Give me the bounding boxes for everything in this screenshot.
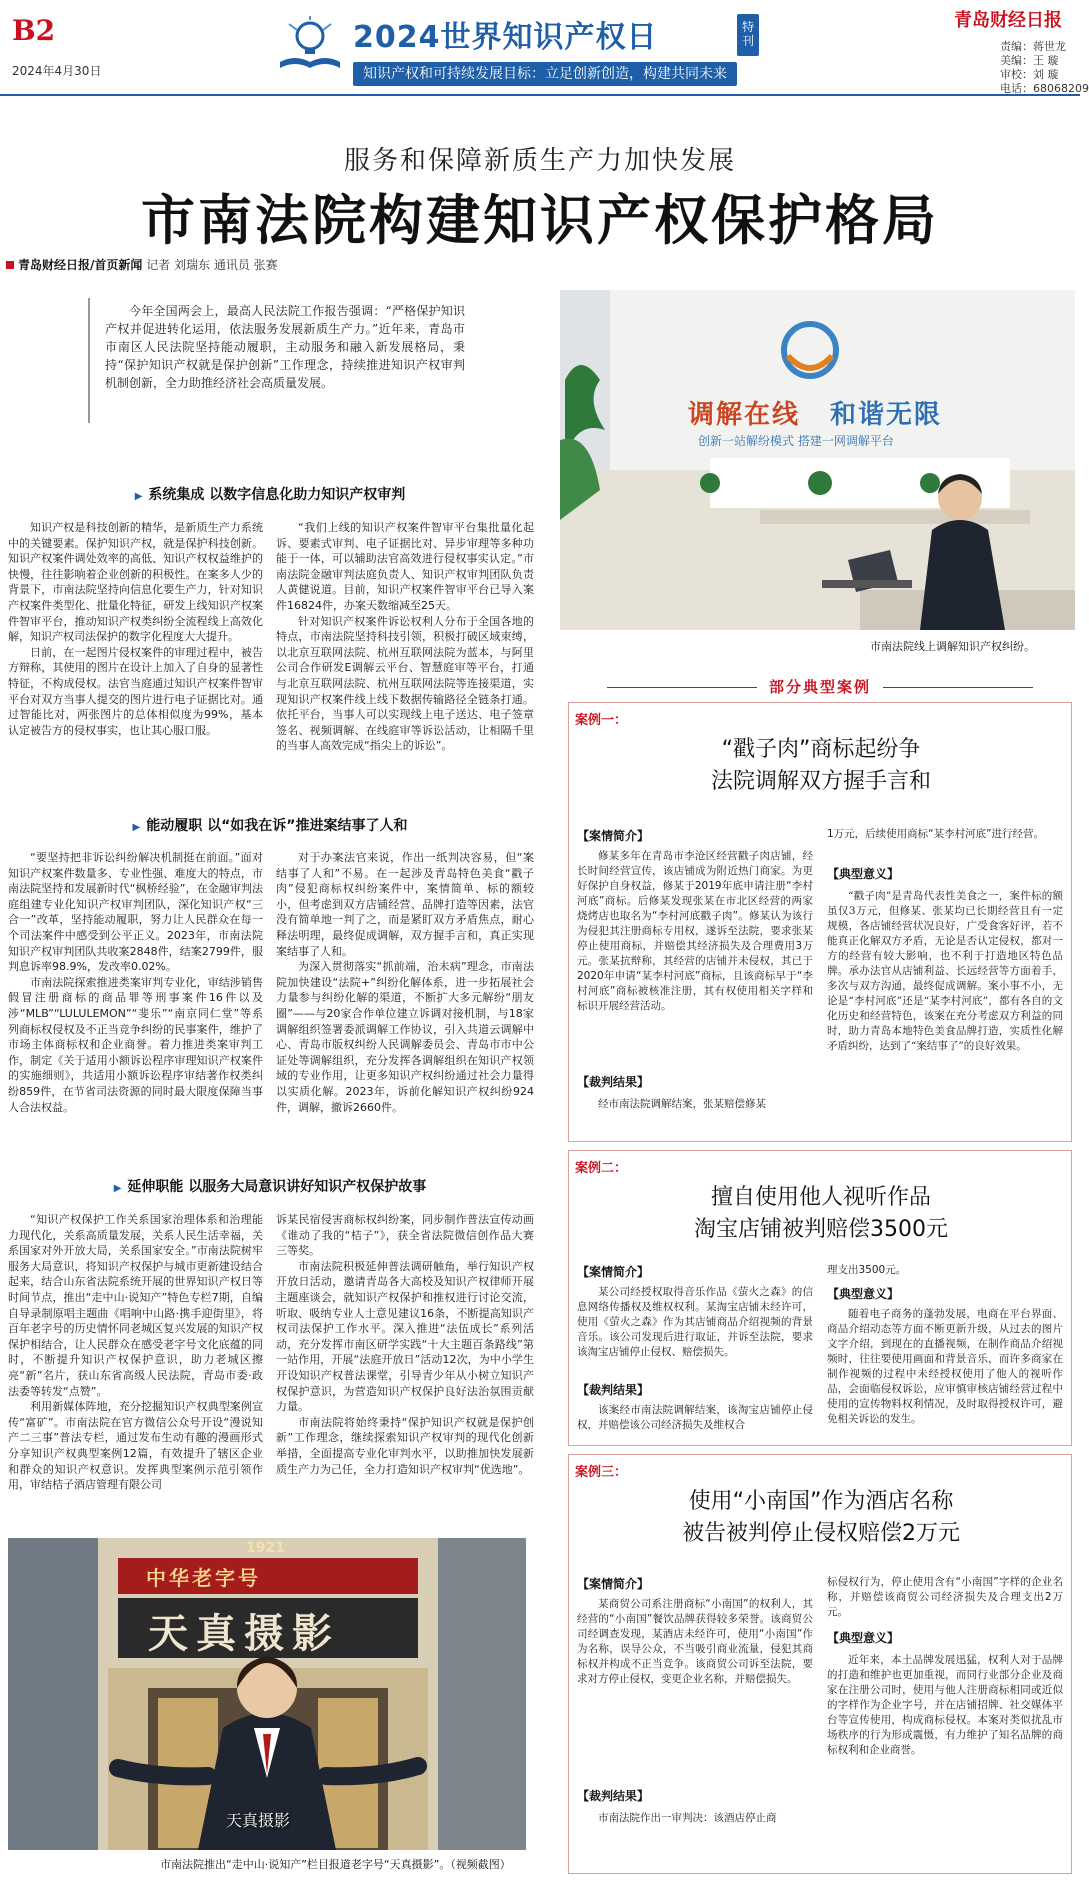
case-brief — [577, 849, 813, 1069]
paragraph: 知识产权是科技创新的精华，是新质生产力系统中的关键要素。保护知识产权，就是保护科技创新。知识产权案件调处效率的高低、知识产权权益维护的快慢，往往影响着企业创新的积极性。在案多人少的背景下，市南法院坚持向信息化要生产力，针对知识产权案件类型化、批量化特征，研发上线知识产权案件智审平台，推动知识产权类纠纷全流程线上高效化解，知识产权司法保护的数字化程度大大提升。 — [8, 521, 263, 644]
case-title: 擅自使用他人视听作品 — [710, 1185, 931, 1210]
case-title: 被告被判停止侵权赔偿2万元 — [682, 1521, 960, 1546]
paragraph: 市南法院积极延伸普法调研触角，举行知识产权开放日活动，邀请青岛各大高校及知识产权律师开展主题座谈会，就知识产权保护和推权进行讨论交流，听取、吸纳专业人士意见建议16条，不断提高知识产权司法保护工作水平。深入推进“法伍成长”系列活动，充分发挥市南区研学实践“十大主题百条路线”第一站作用，开展“法庭开放日”活动12次，为中小学生开设知识产权普法课堂，引导青少年从小树立知识产权保护意识，为营造知识产权保护良好法治氛围贡献力量。 — [276, 1259, 534, 1414]
article-title: 市南法院构建知识产权保护格局 — [141, 188, 939, 252]
case-verdict-cont — [827, 827, 1063, 859]
paragraph: 理支出3500元。 — [827, 1264, 907, 1276]
paragraph: 修某多年在青岛市李沧区经营戳子肉店铺，经长时间经营宣传，该店铺成为附近热门商家。为更好保护自身权益，修某于2019年底申请注册“李村河底”商标。后修某发现张某在市北区经营的两家烧烤店也取名为“李村河底戳子肉”。修某认为该行为侵犯其注册商标专用权，遂诉至法院，要求张某停止使用商标，并赔偿其经济损失及合理费用3万元。张某抗辩称，其经营的店铺并未侵权，其已于2020年申请“某李村河底”商标，且该商标早于“李村河底”商标被核准注册，其有权使用相关字样和标识开展经营活动。 — [577, 850, 813, 1012]
case-title: 法院调解双方握手言和 — [710, 769, 931, 794]
case-brief — [577, 1597, 813, 1779]
case-brief-heading: 【案情简介】 — [577, 1265, 650, 1279]
banner-text-online: 调解在线 — [688, 400, 801, 430]
case-verdict-heading: 【裁判结果】 — [577, 1075, 650, 1089]
street-scene-illustration — [8, 1538, 526, 1850]
case-title: 淘宝店铺被判赔偿3500元 — [694, 1217, 948, 1242]
byline-source: 青岛财经日报/首页新闻 — [18, 258, 143, 272]
section-heading — [0, 1176, 540, 1196]
case-3-box — [568, 1454, 1072, 1874]
page-date: 2024年4月30日 — [12, 64, 102, 78]
text-column — [8, 850, 263, 1140]
paragraph: “我们上线的知识产权案件智审平台集批量化起诉、要素式审判、电子证据比对、异步审理等多种功能于一体，可以辅助法官高效进行侵权事实认定。”市南法院金融审判法庭负责人、知识产权审判团队负责人黄健说道。目前，知识产权案件智审平台已导入案件16824件，办案天数缩减至25天。 — [276, 521, 534, 612]
case-label: 案例三： — [575, 1465, 628, 1480]
paragraph: 针对知识产权案件诉讼权利人分布于全国各地的特点，市南法院坚持科技引领，积极打破区域束缚，以北京互联网法院、杭州互联网法院为蓝本，与阿里公司合作研发E调解云平台、智慧庭审等平台，打通与北京互联网法院、杭州互联网法院等连接渠道，实现知识产权案件线上线下数据传输路径全链条打通。依托平台，当事人可以实现线上电子送达、电子签章签名、视频调解、在线庭审等诉讼活动，让相隔千里的当事人高效完成“指尖上的诉讼”。 — [276, 614, 534, 753]
editor-line: 责编：蒋世龙 — [1000, 40, 1066, 53]
case-verdict-heading: 【裁判结果】 — [577, 1789, 650, 1803]
office-scene-illustration — [560, 290, 1075, 630]
special-issue-banner — [275, 6, 795, 90]
paragraph: 经市南法院调解结案，张某赔偿修某 — [598, 1098, 766, 1110]
paragraph: 对于办案法官来说，作出一纸判决容易，但“案结事了人和”不易。在一起涉及青岛特色美食“戳子肉”侵犯商标权纠纷案件中，案情简单、标的额较小，但考虑到双方店铺经营、品牌打造等因素，法官没有简单地一判了之，而是紧盯双方矛盾焦点，耐心释法明理，最终促成调解，双方握手言和，真正实现案结事了人和。 — [276, 851, 534, 958]
photo-online-mediation — [560, 290, 1075, 630]
triangle-icon: ▶ — [134, 491, 143, 502]
case-meaning — [827, 889, 1063, 1135]
case-meaning-heading: 【典型意义】 — [827, 1287, 900, 1301]
case-1-box — [568, 702, 1072, 1142]
case-brief — [577, 1285, 813, 1377]
paragraph: 市南法院作出一审判决：该酒店停止商 — [598, 1812, 777, 1824]
page-header — [0, 0, 1089, 96]
paragraph: 市南法院将始终秉持“保护知识产权就是保护创新”工作理念，继续探索知识产权审判的现代化创新举措，全面提高专业化审判水平，以助推加快发展新质生产力为己任，全力打造知识产权审判“优选地”。 — [276, 1415, 534, 1476]
paragraph: 日前，在一起图片侵权案件的审理过程中，被告方辩称，其使用的图片在设计上加入了自身的显著性特征，不构成侵权。法官当庭通过知识产权案件智审平台对双方当事人提交的图片进行电子证据比对。通过智能比对，两张图片的总体相似度为99%，基本认定被告方的侵权事实，也让其心服口服。 — [8, 645, 263, 737]
case-verdict-heading: 【裁判结果】 — [577, 1383, 650, 1397]
banner-tag: 特刊 — [737, 14, 759, 56]
editor-line: 美编：王 璇 — [1000, 54, 1059, 67]
shop-sign: 天真摄影 — [148, 1611, 340, 1657]
byline — [6, 256, 278, 273]
triangle-icon: ▶ — [132, 822, 141, 833]
triangle-icon: ▶ — [113, 1183, 122, 1194]
text-column — [276, 1212, 534, 1530]
editor-info — [1000, 40, 1089, 96]
photo-caption: 市南法院线上调解知识产权纠纷。 — [870, 640, 1035, 653]
paragraph: 随着电子商务的蓬勃发展，电商在平台界面、商品介绍动态等方面不断更新升级，从过去的图片文字介绍，到现在的直播视频，在制作商品介绍视频时，往往要使用画面和背景音乐，而许多商家在制作视频的过程中未经授权使用了他人的视听作品，会面临侵权诉讼，应审慎审核店铺经营过程中使用的宣传物料权利情况，及时取得授权许可，避免相关诉讼的发生。 — [827, 1308, 1063, 1425]
text-column — [8, 520, 263, 778]
case-label: 案例一： — [575, 713, 628, 728]
case-brief-heading: 【案情简介】 — [577, 829, 650, 843]
case-verdict-cont — [827, 1263, 1063, 1281]
banner-text-sub: 创新一站解纷模式 搭建一网调解平台 — [698, 434, 894, 448]
paragraph: “知识产权保护工作关系国家治理体系和治理能力现代化，关系高质量发展，关系人民生活幸福，关系国家对外开放大局，关系国家安全。”市南法院树牢服务大局意识，将知识产权保护与城市更新建设结合起来，结合山东省法院系统开展的世界知识产权日等时间节点，推出“走中山·说知产”特色专栏7期，自编自导录制原唱主题曲《唱响中山路·携手迎街里》，将百年老字号的历史情怀同老城区复兴发展的知识产权保护相结合，让人民群众在感受老字号文化底蕴的同时，不断提升知识产权保护意识，助力老城区擦亮“新”名片，获山东省高级人民法院，青岛市委·政法委等转发“点赞”。 — [8, 1213, 263, 1398]
lead-paragraph: 今年全国两会上，最高人民法院工作报告强调：“严格保护知识产权并促进转化运用，依法服务发展新质生产力。”近年来，青岛市市南区人民法院坚持能动履职，主动服务和融入新发展格局，秉持“保护知识产权就是保护创新”工作理念，持续推进知识产权审判机制创新，全力助推经济社会高质量发展。 — [105, 304, 465, 390]
case-meaning — [827, 1653, 1063, 1865]
case-meaning-heading: 【典型意义】 — [827, 867, 900, 881]
case-brief-heading: 【案情简介】 — [577, 1577, 650, 1591]
paragraph: 标侵权行为，停止使用含有“小南国”字样的企业名称，并赔偿该商贸公司经济损失及合理支出2万元。 — [827, 1576, 1063, 1618]
case-verdict-cont — [827, 1575, 1063, 1623]
banner-title: 2024世界知识产权日 — [353, 20, 658, 55]
cases-heading: 部分典型案例 — [560, 676, 1080, 697]
byline-authors: 记者 刘瑞东 通讯员 张赛 — [146, 258, 278, 272]
paragraph: 市南法院探索推进类案审判专业化，审结涉销售假冒注册商标的商品罪等刑事案件16件以及涉“MLB”“LULULEMON”“斐乐”“南京同仁堂”等系列商标权侵权及不正当竞争纠纷的民事案件，维护了市场主体商标权和企业商誉。着力推进类案审判工作，制定《关于适用小额诉讼程序审理知识产权案件的实施细则》，共适用小额诉讼程序审结著作权类纠纷859件，在节省司法资源的同时最大限度保障当事人合法权益。 — [8, 975, 263, 1114]
photo-caption: 市南法院推出“走中山·说知产”栏目报道老字号“天真摄影”。（视频截图） — [160, 1858, 511, 1871]
section-heading-text: 能动履职 以“如我在诉”推进案结事了人和 — [146, 818, 408, 834]
lightbulb-book-icon — [275, 14, 345, 74]
paragraph: 某公司经授权取得音乐作品《萤火之森》的信息网络传播权及维权权利。某淘宝店铺未经许可，使用《萤火之森》作为其店铺商品介绍视频的背景音乐。该公司发现后进行取证，并诉至法院，要求该淘宝店铺停止侵权、赔偿损失。 — [577, 1286, 813, 1358]
case-meaning-heading: 【典型意义】 — [827, 1631, 900, 1645]
case-title: “戳子肉”商标起纷争 — [721, 737, 921, 762]
case-verdict — [577, 1097, 813, 1133]
paragraph: 某商贸公司系注册商标“小南国”的权利人，其经营的“小南国”餐饮品牌获得较多荣誉。该商贸公司经调查发现，某酒店未经许可，使用“小南国”作为名称，误导公众，不当吸引商业流量，侵犯其商标权并构成不正当竞争。该商贸公司诉至法院，要求对方停止侵权，变更企业名称，并赔偿损失。 — [577, 1598, 813, 1685]
case-meaning — [827, 1307, 1063, 1439]
paragraph: “要坚持把非诉讼纠纷解决机制挺在前面。”面对知识产权案件数量多、专业性强、难度大的特点，市南法院坚持和发展新时代“枫桥经验”，在金融审判法庭组建专业化知识产权审判团队，深化知识产权“三合一”改革，坚持能动履职，努力让人民群众在每一个司法案件中感受到公平正义。2023年，市南法院知识产权审判团队共收案2848件，结案2799件，服判息诉率98.9%，发改率0.02%。 — [8, 851, 263, 974]
newspaper-name: 青岛财经日报 — [954, 10, 1062, 31]
video-subtitle: 天真摄影 — [226, 1811, 291, 1830]
article-subtitle: 服务和保障新质生产力加快发展 — [343, 146, 736, 176]
text-column — [276, 520, 534, 778]
case-label: 案例二： — [575, 1161, 628, 1176]
editor-phone: 电话：68068209 — [1000, 82, 1089, 95]
section-heading — [0, 815, 540, 835]
red-square-icon — [6, 261, 14, 269]
paragraph: 利用新媒体阵地，充分挖掘知识产权典型案例宣传“富矿”。市南法院在官方微信公众号开设“漫说知产二三事”普法专栏，通过发布生动有趣的漫画形式分享知识产权典型案例12篇，有效提升了辖区企业和群众的知识产权意识。发挥典型案例示范引领作用，审结桔子酒店管理有限公司 — [8, 1400, 263, 1492]
sign-time-honored: 中华老字号 — [146, 1566, 261, 1590]
paragraph: 为深入贯彻落实“抓前端，治未病”理念，市南法院加快建设“法院+”纠纷化解体系，进一步拓展社会力量参与纠纷化解的渠道，不断扩大多元解纷“朋友圈”——与20家合作单位建立诉调对接机制，与18家调解组织签署委派调解工作协议，引入共道云调解中心、青岛市版权纠纷人民调解委员会、青岛市市中公证处等调解组织，充分发挥各调解组织在知识产权领域的专业作用，让更多知识产权纠纷通过社会力量得以实质化解。2023年，诉前化解知识产权纠纷924件，调解，撤诉2660件。 — [276, 960, 534, 1114]
paragraph: 该案经市南法院调解结案，该淘宝店铺停止侵权，并赔偿该公司经济损失及维权合 — [577, 1404, 813, 1431]
section-heading — [0, 484, 540, 504]
paragraph: 诉某民宿侵害商标权纠纷案，同步制作普法宣传动画《谁动了我的“桔子”》，获全省法院微信创作品大赛三等奖。 — [276, 1213, 534, 1258]
banner-text-harmony: 和谐无限 — [830, 400, 943, 430]
text-column — [8, 1212, 263, 1530]
section-heading-text: 系统集成 以数字信息化助力知识产权审判 — [148, 487, 406, 503]
case-2-box — [568, 1150, 1072, 1446]
banner-subtitle: 知识产权和可持续发展目标：立足创新创造，构建共同未来 — [353, 62, 737, 86]
paragraph: “戳子肉”是青岛代表性美食之一，案件标的额虽仅3万元，但修某、张某均已长期经营且有一定规模，各店铺经营状况良好，广受食客好评，若不能真正化解双方矛盾，无论是否认定侵权，都对一方的经营有较大影响，也不利于打造地区特色品牌。承办法官从店铺利益、长远经营等方面着手，多次与双方沟通，最终促成调解。案小事不小，无论是“李村河底”还是“某李村河底”，都有各自的文化历史和经营特色，该案在充分考虑双方利益的同时，助力青岛本地特色美食品牌打造，实质性化解矛盾纠纷，达到了“案结事了”的良好效果。 — [827, 890, 1063, 1052]
photo-tianzhen-studio — [8, 1538, 526, 1850]
case-verdict — [577, 1811, 813, 1865]
lead-rule — [88, 298, 90, 423]
case-title: 使用“小南国”作为酒店名称 — [688, 1489, 954, 1514]
paragraph: 近年来，本土品牌发展迅猛，权利人对于品牌的打造和维护也更加重视，而同行业部分企业及商家在注册公司时，使用与他人注册商标相同或近似的字样作为企业字号，并在店铺招牌、社交媒体平台等宣传使用，构成商标侵权。本案对类似扰乱市场秩序的行为形成震慑，有力维护了知名品牌的商标权利和企业商誉。 — [827, 1654, 1063, 1756]
section-heading-text: 延伸职能 以服务大局意识讲好知识产权保护故事 — [127, 1179, 427, 1195]
page-number: B2 — [12, 14, 56, 47]
case-verdict — [577, 1403, 813, 1439]
paragraph: 1万元，后续使用商标“某李村河底”进行经营。 — [827, 828, 1045, 840]
sign-year: 1921 — [246, 1540, 285, 1556]
editor-line: 审校：刘 璇 — [1000, 68, 1059, 81]
text-column — [276, 850, 534, 1140]
